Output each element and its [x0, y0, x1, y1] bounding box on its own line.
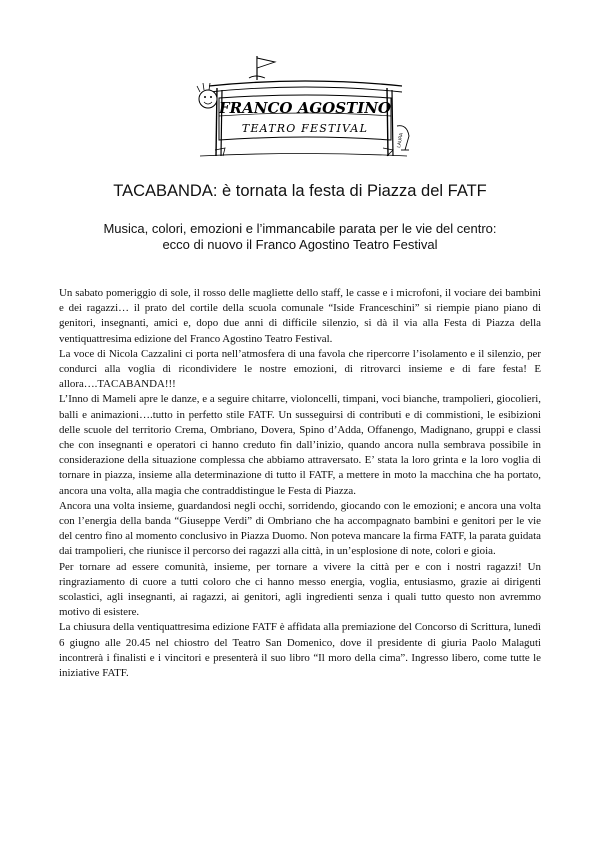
paragraph: Per tornare ad essere comunità, insieme, per tornare a vivere la città per e con i nostri ragazzi! Un ringraziamento di cuore a tutti coloro che ci hanno messo energia, voglia, entusiasmo, grazie ai dirigenti scolastici, agli insegnanti, ai ragazzi, ai genitori, agli ingredienti senza i quali tutto questo non avremmo motivo di esistere.: [59, 560, 541, 619]
subtitle-line-2: ecco di nuovo il Franco Agostino Teatro Festival: [162, 237, 438, 252]
logo-signature: LAURA: [397, 132, 405, 149]
article-title: TACABANDA: è tornata la festa di Piazza del FATF: [113, 182, 487, 200]
article-subtitle: [20, 221, 580, 253]
festival-logo-drawing: [195, 52, 415, 164]
paragraph: La chiusura della ventiquattresima edizione FATF è affidata alla premiazione del Concorso di Scrittura, lunedì 6 giugno alle 20.45 nel chiostro del Teatro San Domenico, dove il presidente di giuria Paolo Malaguti incontrerà i finalisti e i vincitori e presenterà il suo libro “Il moro della cima”. Ingresso libero, come tutte le iniziative FATF.: [59, 621, 541, 680]
festival-logo: [195, 52, 415, 164]
paragraph: La voce di Nicola Cazzalini ci porta nell’atmosfera di una favola che ripercorre l’isolamento e il silenzio, per condurci alla voglia di ricondividere le nostre emozioni, di ritrovarci insieme e di fare festa! E allora….TACABANDA!!!: [59, 347, 541, 391]
paragraph: Un sabato pomeriggio di sole, il rosso delle magliette dello staff, le casse e i microfoni, il vociare dei bambini e dei ragazzi… il prato del cortile della scuola comunale “Iside Franceschini” si riempie piano piano di genitori, insegnanti, amici e, dopo due anni di difficile silenzio, si dà il via alla Festa di Piazza della ventiquattresima edizione del Franco Agostino Teatro Festival.: [59, 287, 541, 345]
article-body: [59, 286, 541, 681]
logo-line2: TEATRO FESTIVAL: [241, 122, 369, 135]
logo-line1: FRANCO AGOSTINO: [219, 99, 391, 117]
subtitle-line-1: Musica, colori, emozioni e l’immancabile parata per le vie del centro:: [103, 221, 497, 236]
paragraph: L’Inno di Mameli apre le danze, e a seguire chitarre, violoncelli, timpani, voci bianche, trampolieri, giocolieri, balli e animazioni….tutto in perfetto stile FATF. Un susseguirsi di contributi e di commistioni, le esibizioni delle scuole del territorio Crema, Ombriano, Dovera, Spino d’Adda, Offanengo, Madignano, gruppi e classi che con insegnanti e operatori ci hanno creduto fin dall’inizio, quando ancora nulla sembrava possibile in considerazione della situazione complessa che abbiamo attraversato. E’ stata la loro grinta e la loro voglia di tornare in piazza, insieme alla determinazione di tutto il FATF, a mettere in moto la macchina che ha portato, ancora una volta, alla magia che contraddistingue le Festa di Piazza.: [59, 393, 541, 497]
paragraph: Ancora una volta insieme, guardandosi negli occhi, sorridendo, giocando con le emozioni; e ancora una volta con l’energia della banda “Giuseppe Verdi” di Ombriano che ha accompagnato bambini e genitori per le vie del centro fino al momento conclusivo in Piazza Duomo. Non poteva mancare la firma FATF, la parata guidata dai trampolieri, che riunisce il percorso dei ragazzi alla città, in un’esplosione di note, colori e gioia.: [59, 499, 541, 558]
